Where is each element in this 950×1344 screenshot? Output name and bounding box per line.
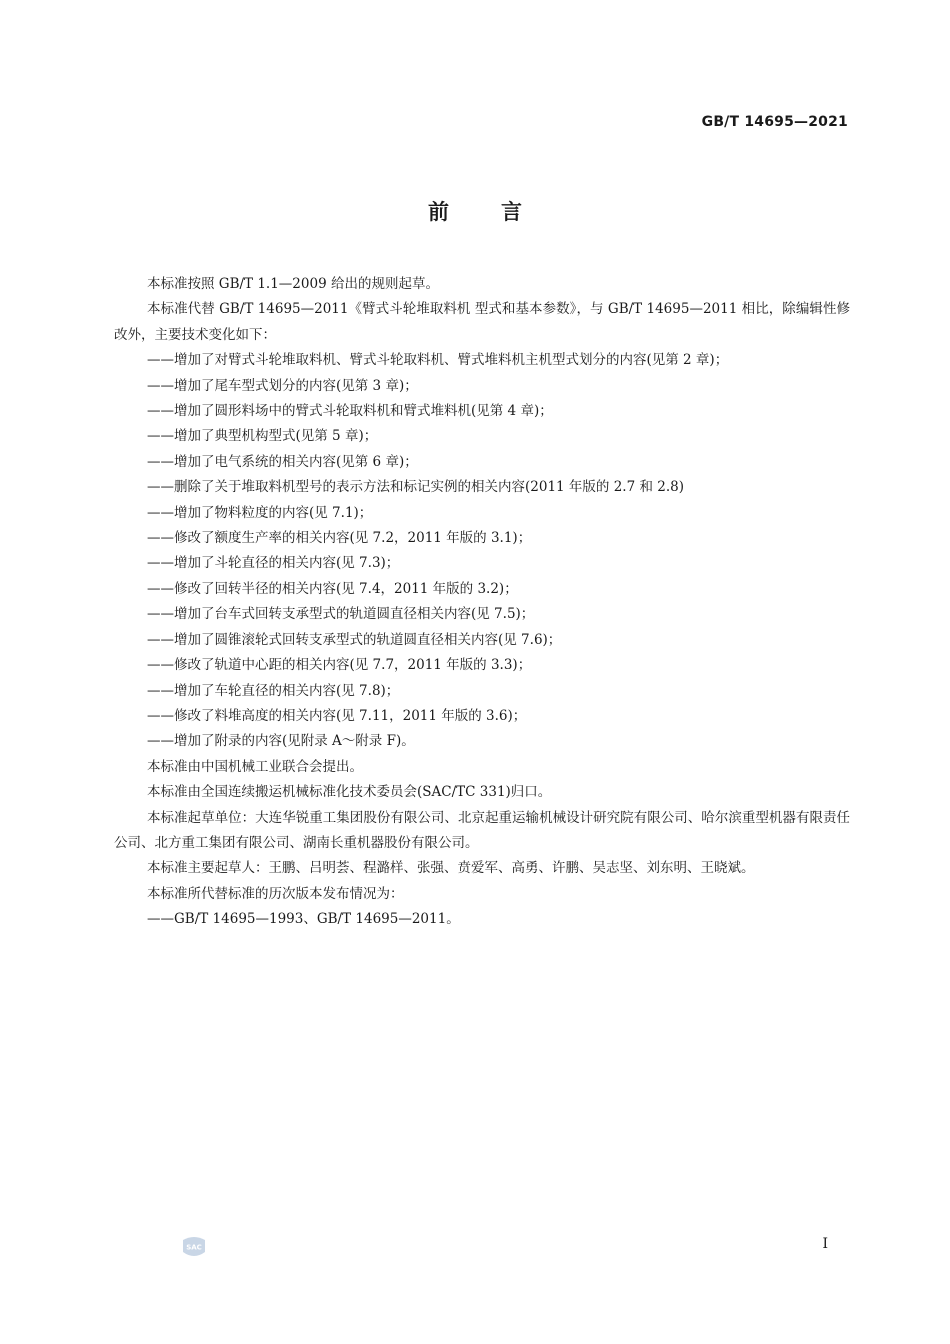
change-item: ——增加了典型机构型式(见第 5 章)； [147,428,378,445]
page-title [0,196,950,226]
change-item: ——增加了斗轮直径的相关内容(见 7.3)； [147,555,400,572]
change-item: ——修改了回转半径的相关内容(见 7.4，2011 年版的 3.2)； [147,580,518,597]
paragraph-drafters: 本标准主要起草人：王鹏、吕明荟、程潞样、张强、贲爱军、高勇、许鹏、吴志坚、刘东明、王晓斌。 [147,860,755,877]
change-item: ——增加了圆形料场中的臂式斗轮取料机和臂式堆料机(见第 4 章)； [147,403,553,420]
paragraph-committee: 本标准由全国连续搬运机械标准化技术委员会(SAC/TC 331)归口。 [147,784,552,801]
change-item: ——修改了额度生产率的相关内容(见 7.2，2011 年版的 3.1)； [147,530,532,547]
change-item: ——增加了圆锥滚轮式回转支承型式的轨道圆直径相关内容(见 7.6)； [147,631,562,648]
change-item: ——增加了对臂式斗轮堆取料机、臂式斗轮取料机、臂式堆料机主机型式划分的内容(见第 2 章)； [147,352,729,369]
change-item: ——增加了车轮直径的相关内容(见 7.8)； [147,682,400,699]
paragraph-history-intro: 本标准所代替标准的历次版本发布情况为： [147,885,404,902]
change-item: ——修改了轨道中心距的相关内容(见 7.7，2011 年版的 3.3)； [147,657,532,674]
history-item: ——GB/T 14695—1993、GB/T 14695—2011。 [147,911,460,928]
title-char-2: 言 [501,200,522,224]
change-item: ——增加了物料粒度的内容(见 7.1)； [147,504,373,521]
paragraph-drafting-rules: 本标准按照 GB/T 1.1—2009 给出的规则起草。 [147,276,439,292]
sac-logo-text: SAC [186,1243,202,1252]
paragraph-drafting-units: 本标准起草单位：大连华锐重工集团股份有限公司、北京起重运输机械设计研究院有限公司、哈尔滨重型机器有限责任公司、北方重工集团有限公司、湖南长重机器股份有限公司。 [114,809,850,851]
sac-logo-icon [180,1235,208,1259]
change-item: ——修改了料堆高度的相关内容(见 7.11，2011 年版的 3.6)； [147,707,527,724]
change-item: ——增加了台车式回转支承型式的轨道圆直径相关内容(见 7.5)； [147,606,535,623]
paragraph-proposer: 本标准由中国机械工业联合会提出。 [147,758,363,775]
foreword-body [114,272,850,933]
change-item: ——增加了附录的内容(见附录 A～附录 F)。 [147,733,415,750]
change-item: ——增加了尾车型式划分的内容(见第 3 章)； [147,377,418,394]
change-item: ——删除了关于堆取料机型号的表示方法和标记实例的相关内容(2011 年版的 2.7 和 2.8) [147,479,684,496]
title-char-1: 前 [428,200,449,224]
paragraph-replacement: 本标准代替 GB/T 14695—2011《臂式斗轮堆取料机 型式和基本参数》，与 GB/T 14695—2011 相比，除编辑性修改外，主要技术变化如下： [114,301,850,343]
page-number: I [822,1236,828,1252]
standard-code: GB/T 14695—2021 [701,114,848,130]
change-item: ——增加了电气系统的相关内容(见第 6 章)； [147,453,418,470]
